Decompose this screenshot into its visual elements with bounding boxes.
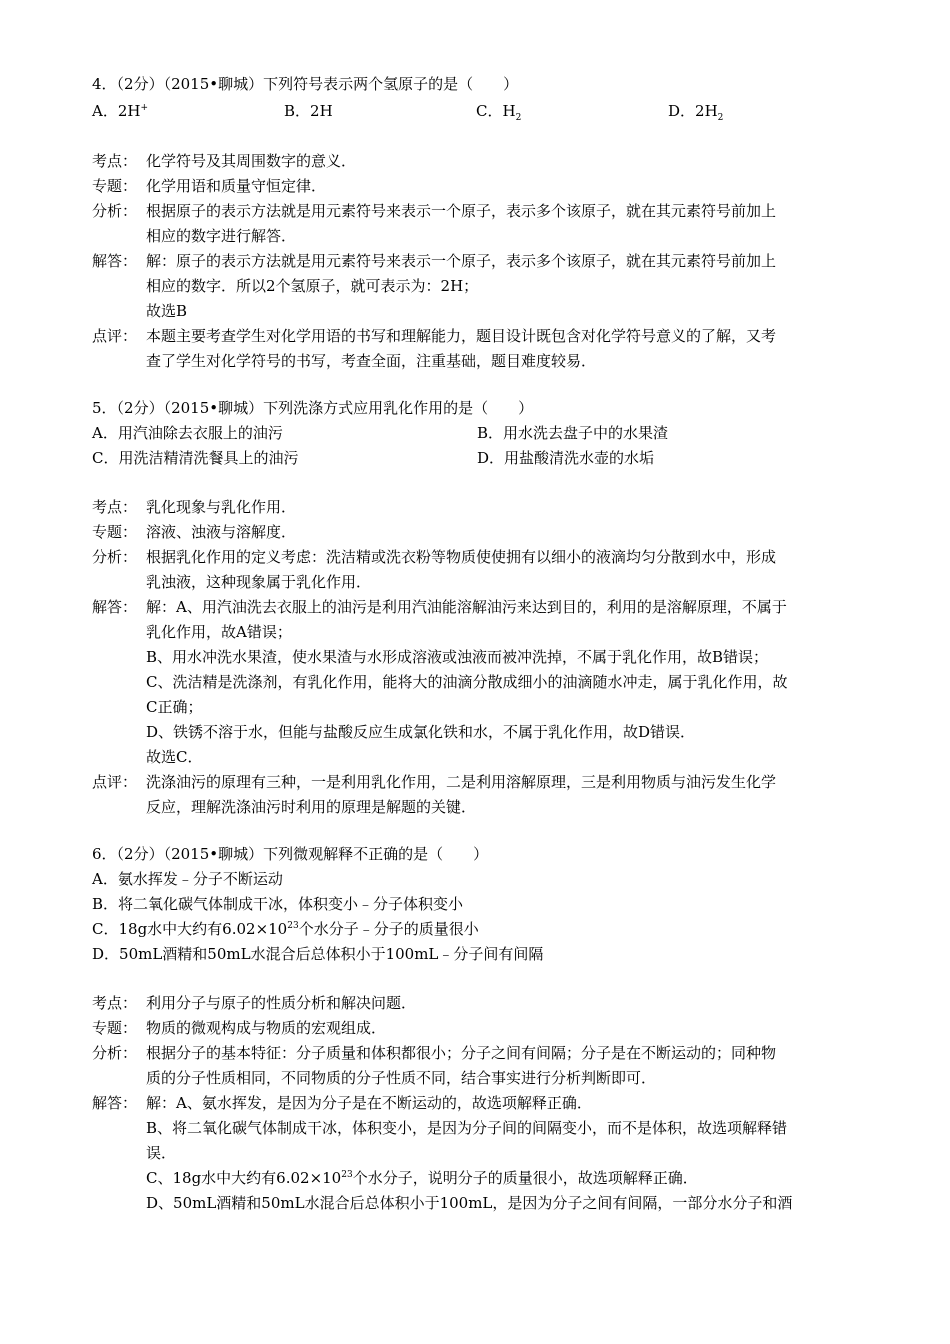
analysis-jieda: 解答： 解：原子的表示方法就是用元素符号来表示一个原子，表示多个该原子，就在其元素符号前加上 相应的数字．所以2个氢原子，就可表示为：2H； 故选B	[92, 252, 777, 320]
analysis-kaodian: 考点： 化学符号及其周围数字的意义．	[92, 152, 357, 170]
document-page	[92, 72, 862, 1216]
option-b: B．将二氧化碳气体制成干冰，体积变小﹣分子体积变小	[92, 895, 464, 913]
analysis-block	[92, 149, 862, 374]
option-a: A．氨水挥发﹣分子不断运动	[92, 870, 283, 888]
option-d: D．用盐酸清洗水壶的水垢	[477, 449, 655, 467]
analysis-zhuanti: 专题： 溶液、浊液与溶解度．	[92, 523, 297, 541]
analysis-block	[92, 991, 862, 1216]
question-stem: 6．（2分）（2015•聊城）下列微观解释不正确的是（ ）	[92, 845, 489, 863]
analysis-fenxi: 分析： 根据原子的表示方法就是用元素符号来表示一个原子，表示多个该原子，就在其元素符号前加上 相应的数字进行解答．	[92, 202, 777, 245]
option-c: C．用洗洁精清洗餐具上的油污	[92, 449, 299, 467]
analysis-block	[92, 495, 862, 820]
option-b: B．2H	[284, 102, 333, 120]
analysis-zhuanti: 专题： 物质的微观构成与物质的宏观组成．	[92, 1019, 387, 1037]
question-stem: 4．（2分）（2015•聊城）下列符号表示两个氢原子的是（ ）	[92, 75, 519, 93]
analysis-jieda: 解答： 解：A、氨水挥发，是因为分子是在不断运动的，故选项解释正确． B、将二氧化碳气体制成干冰，体积变小，是因为分子间的间隔变小，而不是体积，故选项解释错 误． C、18g水中大约有$6.02\times 10^{23}$个水分子，说明分子的质量很小，故选项解释正确． D、50mL酒精和50mL水混合后总体积小于100mL，是因为分子之间有间隔，一部分水分子和酒	[92, 1094, 793, 1212]
option-d: D．50mL酒精和50mL水混合后总体积小于100mL﹣分子间有间隔	[92, 945, 544, 963]
question-4	[92, 72, 862, 374]
analysis-jieda: 解答： 解：A、用汽油洗去衣服上的油污是利用汽油能溶解油污来达到目的，利用的是溶解原理，不属于 乳化作用，故A错误； B、用水冲洗水果渣，使水果渣与水形成溶液或浊液而被冲洗掉，不属于乳化作用，故B错误； C、洗洁精是洗涤剂，有乳化作用，能将大的油滴分散成细小的油滴随水冲走，属于乳化作用，故 C正确； D、铁锈不溶于水，但能与盐酸反应生成氯化铁和水，不属于乳化作用，故D错误． 故选C．	[92, 598, 788, 766]
question-stem: 5．（2分）（2015•聊城）下列洗涤方式应用乳化作用的是（ ）	[92, 399, 534, 417]
analysis-dianping: 点评： 洗涤油污的原理有三种，一是利用乳化作用，二是利用溶解原理，三是利用物质与油污发生化学 反应，理解洗涤油污时利用的原理是解题的关键．	[92, 773, 777, 816]
question-6	[92, 842, 862, 1216]
analysis-dianping: 点评： 本题主要考查学生对化学用语的书写和理解能力，题目设计既包含对化学符号意义的了解，又考 查了学生对化学符号的书写，考查全面，注重基础，题目难度较易．	[92, 327, 777, 370]
question-5	[92, 396, 862, 820]
analysis-kaodian: 考点： 乳化现象与乳化作用．	[92, 498, 297, 516]
option-b: B．用水洗去盘子中的水果渣	[477, 424, 669, 442]
analysis-zhuanti: 专题： 化学用语和质量守恒定律．	[92, 177, 327, 195]
analysis-kaodian: 考点： 利用分子与原子的性质分析和解决问题．	[92, 994, 417, 1012]
option-c: C．$H_2$	[476, 102, 522, 123]
analysis-fenxi: 分析： 根据分子的基本特征：分子质量和体积都很小；分子之间有间隔；分子是在不断运动的；同种物 质的分子性质相同，不同物质的分子性质不同，结合事实进行分析判断即可．	[92, 1044, 777, 1087]
option-a: A．2H+	[92, 102, 149, 120]
option-c: C．18g水中大约有$6.02\times 10^{23}$个水分子﹣分子的质量很小	[92, 920, 479, 938]
options	[92, 867, 862, 967]
analysis-fenxi: 分析： 根据乳化作用的定义考虑：洗洁精或洗衣粉等物质使使拥有以细小的液滴均匀分散到水中，形成 乳浊液，这种现象属于乳化作用．	[92, 548, 777, 591]
option-d: D．$2H_2$	[668, 102, 724, 123]
options	[92, 421, 862, 471]
option-a: A．用汽油除去衣服上的油污	[92, 424, 283, 442]
options	[92, 97, 862, 125]
